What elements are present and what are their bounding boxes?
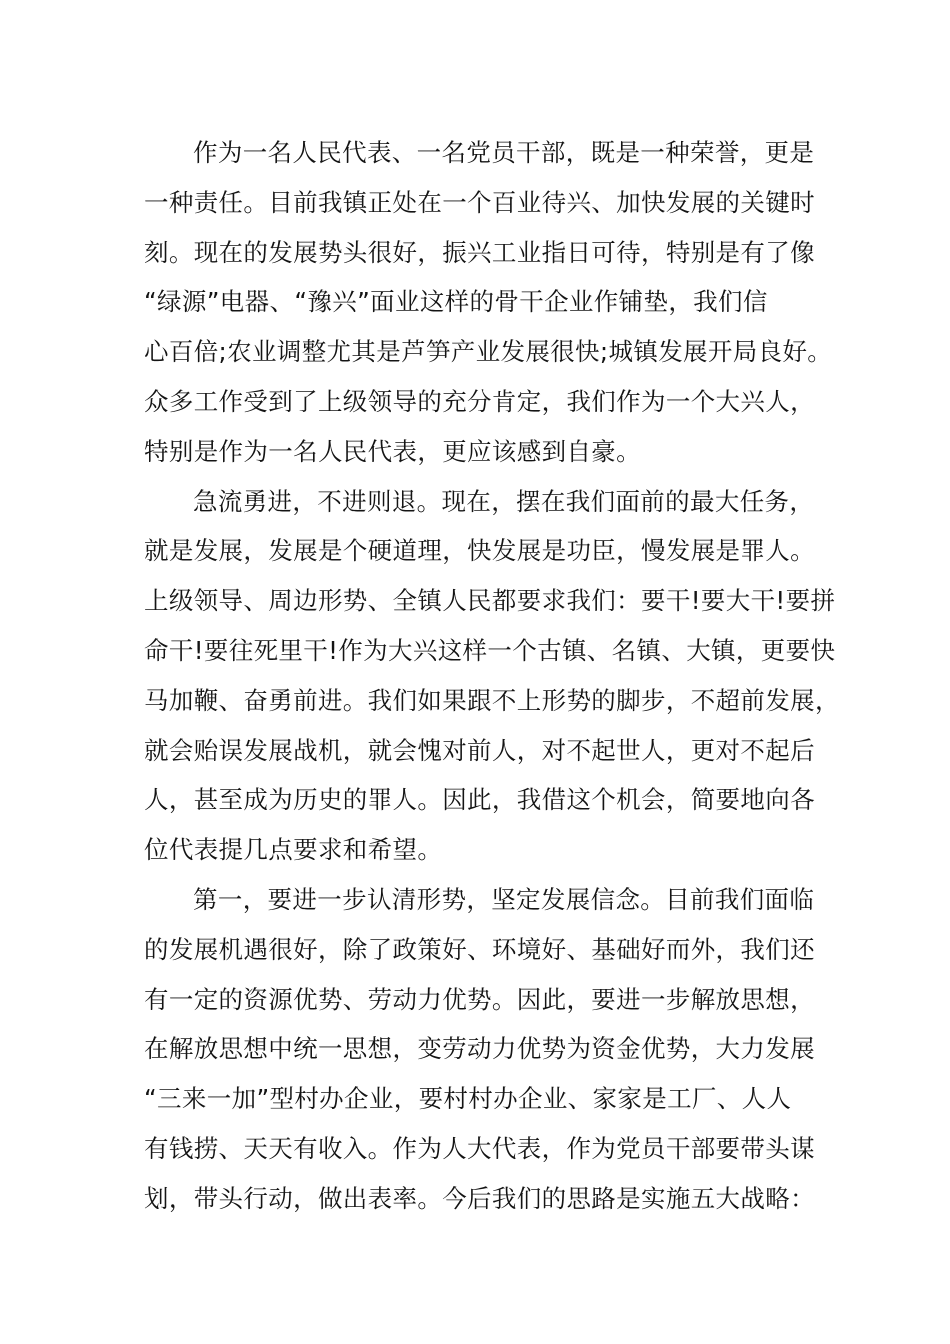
text-line: 马加鞭、奋勇前进。我们如果跟不上形势的脚步，不超前发展， — [144, 685, 840, 715]
text-line: 位代表提几点要求和希望。 — [144, 835, 443, 865]
text-line: 有钱捞、天天有收入。作为人大代表，作为党员干部要带头谋 — [144, 1133, 815, 1163]
document-body — [144, 128, 840, 1224]
text-line: 第一，要进一步认清形势，坚定发展信念。目前我们面临 — [193, 884, 815, 914]
text-line: “绿源”电器、“豫兴”面业这样的骨干企业作铺垫，我们信 — [144, 287, 768, 317]
text-line: 作为一名人民代表、一名党员干部，既是一种荣誉，更是 — [193, 138, 815, 167]
text-line: 命干!要往死里干!作为大兴这样一个古镇、名镇、大镇，更要快 — [144, 635, 836, 665]
text-line: 众多工作受到了上级领导的充分肯定，我们作为一个大兴人， — [144, 386, 815, 416]
text-line: 急流勇进，不进则退。现在，摆在我们面前的最大任务， — [193, 486, 815, 516]
text-line: 有一定的资源优势、劳动力优势。因此，要进一步解放思想， — [144, 984, 815, 1014]
paragraph-1 — [144, 128, 833, 477]
text-line: 的发展机遇很好，除了政策好、环境好、基础好而外，我们还 — [144, 934, 815, 964]
text-line: “三来一加”型村办企业，要村村办企业、家家是工厂、人人 — [144, 1084, 792, 1114]
text-line: 刻。现在的发展势头很好，振兴工业指日可待，特别是有了像 — [144, 237, 815, 267]
text-line: 就会贻误发展战机，就会愧对前人，对不起世人，更对不起后 — [144, 735, 815, 765]
text-line: 在解放思想中统一思想，变劳动力优势为资金优势，大力发展 — [144, 1034, 815, 1064]
text-line: 就是发展，发展是个硬道理，快发展是功臣，慢发展是罪人。 — [144, 536, 815, 566]
text-line: 心百倍;农业调整尤其是芦笋产业发展很快;城镇发展开局良好。 — [144, 337, 833, 367]
text-line: 特别是作为一名人民代表，更应该感到自豪。 — [144, 436, 641, 466]
text-line: 上级领导、周边形势、全镇人民都要求我们：要干!要大干!要拼 — [144, 586, 836, 616]
text-line: 人，甚至成为历史的罪人。因此，我借这个机会，简要地向各 — [144, 785, 815, 815]
text-line: 一种责任。目前我镇正处在一个百业待兴、加快发展的关键时 — [144, 187, 815, 217]
paragraph-3 — [144, 875, 820, 1224]
paragraph-2 — [144, 477, 840, 875]
text-line: 划，带头行动，做出表率。今后我们的思路是实施五大战略： — [144, 1183, 815, 1213]
